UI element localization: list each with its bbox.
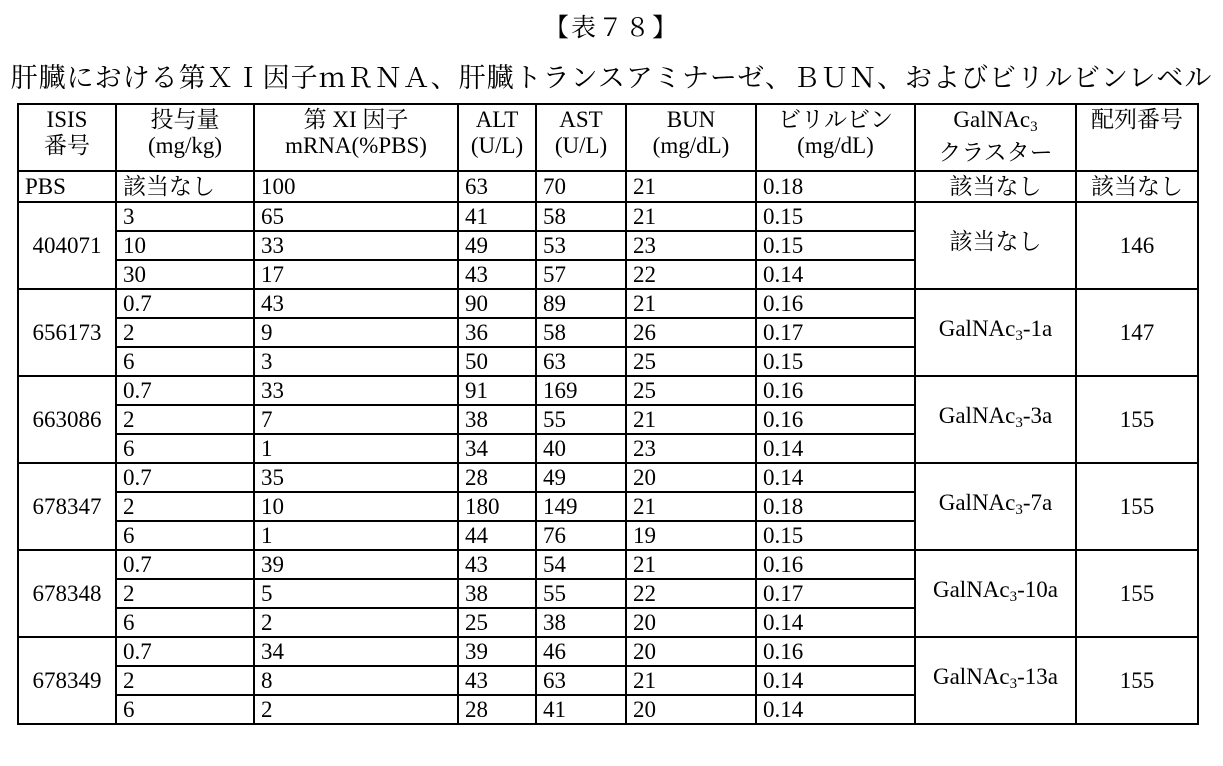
cell-ast: 89 bbox=[536, 289, 626, 318]
cell-dose: 0.7 bbox=[116, 637, 254, 666]
cell-dose: 0.7 bbox=[116, 463, 254, 492]
cell-bilirubin: 0.16 bbox=[756, 637, 915, 666]
cell-cluster: GalNAc$_3$-3a bbox=[915, 376, 1076, 463]
table-row bbox=[18, 637, 1198, 666]
cell-bun: 25 bbox=[626, 376, 756, 405]
cell-alt: 43 bbox=[458, 666, 536, 695]
cell-bilirubin: 0.15 bbox=[756, 521, 915, 550]
cell-fxi-mrna: 7 bbox=[254, 405, 458, 434]
header-fxi-mrna: 第 XI 因子 mRNA(%PBS) bbox=[254, 104, 458, 171]
cell-alt: 90 bbox=[458, 289, 536, 318]
table-row bbox=[18, 376, 1198, 405]
cell-fxi-mrna: 39 bbox=[254, 550, 458, 579]
cell-dose: 2 bbox=[116, 666, 254, 695]
cell-isis: 404071 bbox=[18, 202, 116, 289]
cell-bilirubin: 0.16 bbox=[756, 289, 915, 318]
cell-bun: 21 bbox=[626, 289, 756, 318]
header-alt: ALT (U/L) bbox=[458, 104, 536, 171]
cell-alt: 180 bbox=[458, 492, 536, 521]
header-bilirubin: ビリルビン (mg/dL) bbox=[756, 104, 915, 171]
cell-fxi-mrna: 3 bbox=[254, 347, 458, 376]
cell-alt: 38 bbox=[458, 579, 536, 608]
cell-alt: 38 bbox=[458, 405, 536, 434]
cell-ast: 70 bbox=[536, 171, 626, 202]
cell-fxi-mrna: 2 bbox=[254, 695, 458, 724]
cell-bun: 21 bbox=[626, 550, 756, 579]
cell-dose: 6 bbox=[116, 695, 254, 724]
cell-seq-id: 147 bbox=[1076, 289, 1198, 376]
header-isis: ISIS 番号 bbox=[18, 104, 116, 171]
table-label: 【表７８】 bbox=[543, 15, 679, 42]
cell-bilirubin: 0.16 bbox=[756, 376, 915, 405]
cell-bun: 23 bbox=[626, 434, 756, 463]
cell-bilirubin: 0.14 bbox=[756, 608, 915, 637]
cell-dose: 2 bbox=[116, 318, 254, 347]
cell-ast: 54 bbox=[536, 550, 626, 579]
cell-cluster: GalNAc$_3$-7a bbox=[915, 463, 1076, 550]
cell-seq-id: 155 bbox=[1076, 550, 1198, 637]
cell-ast: 40 bbox=[536, 434, 626, 463]
cell-bilirubin: 0.16 bbox=[756, 405, 915, 434]
cell-alt: 39 bbox=[458, 637, 536, 666]
cell-dose: 0.7 bbox=[116, 289, 254, 318]
cell-dose: 0.7 bbox=[116, 376, 254, 405]
cell-bilirubin: 0.17 bbox=[756, 579, 915, 608]
cell-bun: 21 bbox=[626, 202, 756, 231]
cell-alt: 43 bbox=[458, 550, 536, 579]
cell-isis: 663086 bbox=[18, 376, 116, 463]
cell-dose: 該当なし bbox=[116, 171, 254, 202]
cell-alt: 28 bbox=[458, 695, 536, 724]
cell-bun: 25 bbox=[626, 347, 756, 376]
header-row bbox=[18, 104, 1198, 171]
cell-ast: 46 bbox=[536, 637, 626, 666]
cell-dose: 3 bbox=[116, 202, 254, 231]
cell-fxi-mrna: 9 bbox=[254, 318, 458, 347]
cell-cluster: GalNAc$_3$-1a bbox=[915, 289, 1076, 376]
cell-fxi-mrna: 33 bbox=[254, 376, 458, 405]
cell-ast: 58 bbox=[536, 318, 626, 347]
table-row bbox=[18, 463, 1198, 492]
cell-bun: 21 bbox=[626, 171, 756, 202]
cell-seq-id: 155 bbox=[1076, 376, 1198, 463]
cell-fxi-mrna: 17 bbox=[254, 260, 458, 289]
header-seq-id: 配列番号 bbox=[1076, 104, 1198, 171]
table-caption: 肝臓における第ＸＩ因子ｍＲＮＡ、肝臓トランスアミナーゼ、ＢＵＮ、およびビリルビンレベル bbox=[10, 63, 1213, 93]
cell-bun: 21 bbox=[626, 492, 756, 521]
cell-alt: 50 bbox=[458, 347, 536, 376]
cell-bun: 20 bbox=[626, 637, 756, 666]
cell-bilirubin: 0.14 bbox=[756, 666, 915, 695]
cell-dose: 6 bbox=[116, 608, 254, 637]
cell-bilirubin: 0.15 bbox=[756, 231, 915, 260]
cell-fxi-mrna: 100 bbox=[254, 171, 458, 202]
cell-bilirubin: 0.17 bbox=[756, 318, 915, 347]
cell-fxi-mrna: 10 bbox=[254, 492, 458, 521]
cell-alt: 43 bbox=[458, 260, 536, 289]
cell-bilirubin: 0.15 bbox=[756, 347, 915, 376]
cell-bilirubin: 0.15 bbox=[756, 202, 915, 231]
cell-fxi-mrna: 8 bbox=[254, 666, 458, 695]
header-cluster: GalNAc$_3$ クラスター bbox=[915, 104, 1076, 171]
cell-fxi-mrna: 2 bbox=[254, 608, 458, 637]
cell-isis: 656173 bbox=[18, 289, 116, 376]
cell-fxi-mrna: 5 bbox=[254, 579, 458, 608]
cell-seq-id: 該当なし bbox=[1076, 171, 1198, 202]
cell-ast: 149 bbox=[536, 492, 626, 521]
cell-fxi-mrna: 34 bbox=[254, 637, 458, 666]
cell-cluster: GalNAc$_3$-13a bbox=[915, 637, 1076, 724]
cell-fxi-mrna: 1 bbox=[254, 521, 458, 550]
cell-seq-id: 155 bbox=[1076, 463, 1198, 550]
header-dose: 投与量 (mg/kg) bbox=[116, 104, 254, 171]
cell-ast: 169 bbox=[536, 376, 626, 405]
cell-bilirubin: 0.14 bbox=[756, 434, 915, 463]
cell-bilirubin: 0.18 bbox=[756, 492, 915, 521]
cell-fxi-mrna: 1 bbox=[254, 434, 458, 463]
cell-ast: 41 bbox=[536, 695, 626, 724]
cell-ast: 55 bbox=[536, 405, 626, 434]
cell-alt: 34 bbox=[458, 434, 536, 463]
cell-dose: 6 bbox=[116, 347, 254, 376]
cell-ast: 57 bbox=[536, 260, 626, 289]
cell-ast: 63 bbox=[536, 347, 626, 376]
cell-seq-id: 146 bbox=[1076, 202, 1198, 289]
cell-bun: 22 bbox=[626, 579, 756, 608]
cell-dose: 2 bbox=[116, 579, 254, 608]
table-row bbox=[18, 202, 1198, 231]
cell-dose: 0.7 bbox=[116, 550, 254, 579]
cell-fxi-mrna: 35 bbox=[254, 463, 458, 492]
cell-alt: 25 bbox=[458, 608, 536, 637]
cell-bun: 23 bbox=[626, 231, 756, 260]
cell-bun: 21 bbox=[626, 405, 756, 434]
table-row bbox=[18, 550, 1198, 579]
cell-bun: 20 bbox=[626, 608, 756, 637]
cell-ast: 63 bbox=[536, 666, 626, 695]
cell-bun: 19 bbox=[626, 521, 756, 550]
cell-bilirubin: 0.18 bbox=[756, 171, 915, 202]
table-row bbox=[18, 289, 1198, 318]
cell-alt: 41 bbox=[458, 202, 536, 231]
cell-cluster: 該当なし bbox=[915, 202, 1076, 289]
cell-bilirubin: 0.14 bbox=[756, 463, 915, 492]
cell-bun: 20 bbox=[626, 695, 756, 724]
cell-fxi-mrna: 43 bbox=[254, 289, 458, 318]
header-bun: BUN (mg/dL) bbox=[626, 104, 756, 171]
cell-isis: 678349 bbox=[18, 637, 116, 724]
cell-alt: 91 bbox=[458, 376, 536, 405]
cell-bun: 20 bbox=[626, 463, 756, 492]
cell-bun: 26 bbox=[626, 318, 756, 347]
table-row-pbs bbox=[18, 171, 1198, 202]
cell-isis: 678348 bbox=[18, 550, 116, 637]
cell-cluster: 該当なし bbox=[915, 171, 1076, 202]
data-table bbox=[17, 103, 1199, 725]
cell-bilirubin: 0.16 bbox=[756, 550, 915, 579]
cell-dose: 2 bbox=[116, 405, 254, 434]
cell-ast: 53 bbox=[536, 231, 626, 260]
cell-dose: 2 bbox=[116, 492, 254, 521]
cell-fxi-mrna: 65 bbox=[254, 202, 458, 231]
cell-alt: 44 bbox=[458, 521, 536, 550]
cell-dose: 6 bbox=[116, 521, 254, 550]
cell-bun: 21 bbox=[626, 666, 756, 695]
cell-dose: 30 bbox=[116, 260, 254, 289]
cell-alt: 49 bbox=[458, 231, 536, 260]
cell-ast: 55 bbox=[536, 579, 626, 608]
cell-dose: 10 bbox=[116, 231, 254, 260]
cell-ast: 76 bbox=[536, 521, 626, 550]
cell-isis: 678347 bbox=[18, 463, 116, 550]
cell-dose: 6 bbox=[116, 434, 254, 463]
header-ast: AST (U/L) bbox=[536, 104, 626, 171]
cell-alt: 28 bbox=[458, 463, 536, 492]
cell-ast: 49 bbox=[536, 463, 626, 492]
cell-alt: 63 bbox=[458, 171, 536, 202]
cell-cluster: GalNAc$_3$-10a bbox=[915, 550, 1076, 637]
cell-bilirubin: 0.14 bbox=[756, 260, 915, 289]
cell-fxi-mrna: 33 bbox=[254, 231, 458, 260]
cell-ast: 38 bbox=[536, 608, 626, 637]
cell-isis: PBS bbox=[18, 171, 116, 202]
cell-ast: 58 bbox=[536, 202, 626, 231]
cell-bun: 22 bbox=[626, 260, 756, 289]
cell-bilirubin: 0.14 bbox=[756, 695, 915, 724]
cell-seq-id: 155 bbox=[1076, 637, 1198, 724]
cell-alt: 36 bbox=[458, 318, 536, 347]
